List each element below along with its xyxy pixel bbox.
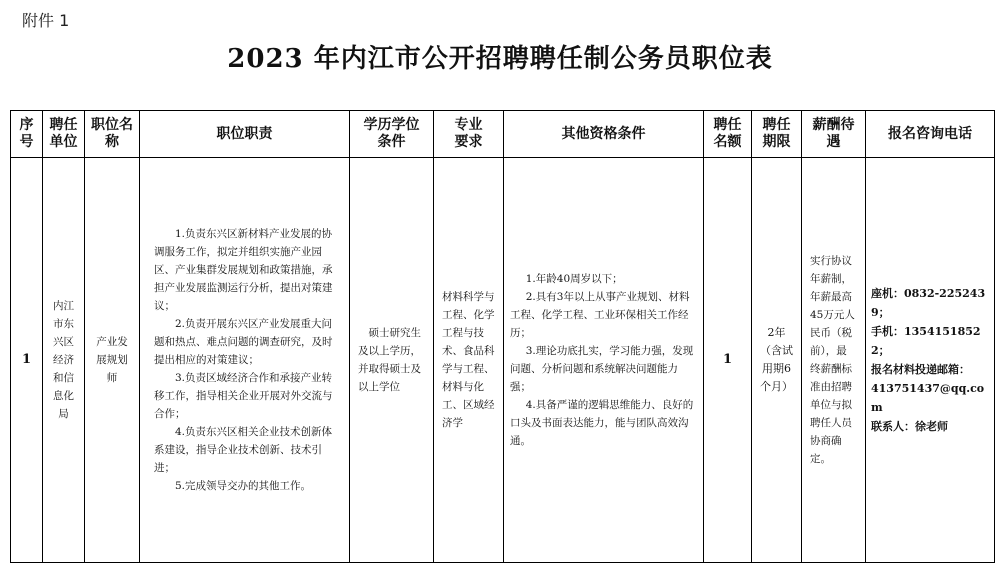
header-duties: 职位职责 bbox=[140, 111, 350, 158]
header-phone: 报名咨询电话 bbox=[866, 111, 995, 158]
qualification-item: 4.具备严谨的逻辑思维能力、良好的口头及书面表达能力，能与团队高效沟通。 bbox=[510, 399, 694, 447]
cell-position: 产业发展规划师 bbox=[85, 158, 140, 563]
cell-quota: 1 bbox=[704, 158, 752, 563]
header-term: 聘任期限 bbox=[752, 111, 802, 158]
header-major: 专业要求 bbox=[434, 111, 504, 158]
email-address: 413751437@qq.com bbox=[871, 382, 985, 414]
duty-item: 4.负责东兴区相关企业技术创新体系建设，指导企业技术创新、技术引进； bbox=[154, 426, 333, 474]
header-salary: 薪酬待遇 bbox=[802, 111, 866, 158]
cell-education: 硕士研究生及以上学历，并取得硕士及以上学位 bbox=[350, 158, 434, 563]
cell-term: 2年（含试用期6个月） bbox=[752, 158, 802, 563]
qualification-item: 1.年龄40周岁以下； bbox=[525, 273, 623, 285]
qualification-item: 3.理论功底扎实，学习能力强，发现问题、分析问题和系统解决问题能力强； bbox=[510, 345, 694, 393]
cell-phone bbox=[866, 158, 995, 563]
attachment-label: 附件 1 bbox=[22, 11, 70, 30]
duty-item: 5.完成领导交办的其他工作。 bbox=[175, 480, 312, 492]
cell-seq: 1 bbox=[11, 158, 43, 563]
cell-unit: 内江市东兴区经济和信息化局 bbox=[43, 158, 85, 563]
email-label: 报名材料投递邮箱： bbox=[871, 363, 970, 376]
contact-person: 联系人：徐老师 bbox=[871, 420, 948, 433]
duty-item: 2.负责开展东兴区产业发展重大问题和热点、难点问题的调查研究，及时提出相应的对策建议； bbox=[154, 318, 333, 366]
header-education: 学历学位条件 bbox=[350, 111, 434, 158]
header-quota: 聘任名额 bbox=[704, 111, 752, 158]
cell-major: 材料科学与工程、化学工程与技术、食品科学与工程、材料与化工、区域经济学 bbox=[434, 158, 504, 563]
duty-item: 3.负责区域经济合作和承接产业转移工作，指导相关企业开展对外交流与合作； bbox=[154, 372, 333, 420]
header-row bbox=[11, 111, 995, 158]
positions-table bbox=[10, 110, 995, 563]
header-position: 职位名称 bbox=[85, 111, 140, 158]
cell-other bbox=[504, 158, 704, 563]
phone-landline: 座机：0832-2252439； bbox=[871, 287, 986, 319]
qualification-item: 2.具有3年以上从事产业规划、材料工程、化学工程、工业环保相关工作经历； bbox=[510, 291, 690, 339]
cell-duties bbox=[140, 158, 350, 563]
table-row bbox=[11, 158, 995, 563]
phone-mobile: 手机：13541518522； bbox=[871, 325, 981, 357]
header-seq: 序号 bbox=[11, 111, 43, 158]
header-unit: 聘任单位 bbox=[43, 111, 85, 158]
cell-salary: 实行协议年薪制，年薪最高45万元人民币（税前），最终薪酬标准由招聘单位与拟聘任人员协商确定。 bbox=[802, 158, 866, 563]
duty-item: 1.负责东兴区新材料产业发展的协调服务工作，拟定并组织实施产业园区、产业集群发展规划和政策措施，承担产业发展监测运行分析，提出对策建议； bbox=[154, 228, 333, 312]
page-title: 2023 年内江市公开招聘聘任制公务员职位表 bbox=[227, 44, 773, 74]
header-other: 其他资格条件 bbox=[504, 111, 704, 158]
